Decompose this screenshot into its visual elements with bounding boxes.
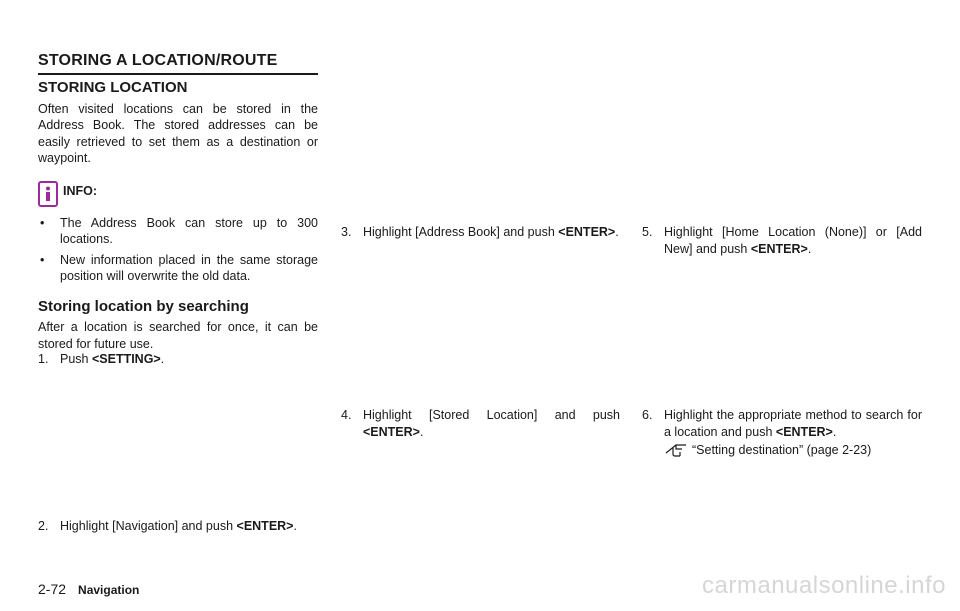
step-punct: . xyxy=(807,241,812,256)
pointing-hand-icon xyxy=(664,442,690,458)
step-3 xyxy=(341,224,620,241)
step-5 xyxy=(642,224,922,257)
step-text: Push xyxy=(60,352,92,366)
step-number: 2. xyxy=(38,519,49,533)
step-key: <ENTER> xyxy=(558,225,616,239)
step-1 xyxy=(38,351,328,368)
step-key: <SETTING> xyxy=(91,352,161,366)
step-6 xyxy=(642,407,922,459)
step-key: <ENTER> xyxy=(236,519,294,533)
step-text: Highlight [Address Book] and push xyxy=(363,225,559,239)
searching-intro: After a location is searched for once, it can be stored for future use. xyxy=(38,320,318,351)
left-column xyxy=(38,80,318,352)
footer-section-name: Navigation xyxy=(78,583,140,597)
info-box xyxy=(38,181,318,207)
step-text: Highlight [Home Location (None)] or [Add New] and push xyxy=(664,225,922,256)
page-number: 2-72 xyxy=(38,581,67,597)
step-number: 5. xyxy=(642,225,653,239)
step-number: 1. xyxy=(38,352,49,366)
step-number: 6. xyxy=(642,408,653,422)
step-key: <ENTER> xyxy=(750,241,808,256)
step-punct: . xyxy=(615,225,619,239)
step-key: <ENTER> xyxy=(775,424,833,439)
info-bullet-list xyxy=(38,215,318,285)
step-text: Highlight [Stored Location] and push xyxy=(363,408,620,422)
info-bullet: • New information placed in the same storage position will overwrite the old data. xyxy=(38,252,318,285)
step-number: 4. xyxy=(341,408,352,422)
step-punct: . xyxy=(293,519,297,533)
searching-heading: Storing location by searching xyxy=(38,297,249,315)
storing-location-heading: STORING LOCATION xyxy=(38,79,188,96)
step-text: Highlight [Navigation] and push xyxy=(60,519,237,533)
page-footer xyxy=(38,581,139,597)
info-label: INFO: xyxy=(63,183,98,198)
watermark: carmanualsonline.info xyxy=(702,572,946,599)
storing-location-intro: Often visited locations can be stored in the Address Book. The stored addresses can be easily retrieved to set them as a destination or waypoint. xyxy=(38,101,318,165)
step-2 xyxy=(38,518,334,535)
step-punct: . xyxy=(160,352,165,366)
cross-reference[interactable] xyxy=(642,442,922,459)
step-text: Highlight the appropriate method to search for a location and push xyxy=(664,408,922,439)
step-punct: . xyxy=(832,424,837,439)
step-punct: . xyxy=(419,424,424,439)
step-key: <ENTER> xyxy=(363,424,420,439)
step-4 xyxy=(341,407,620,440)
section-title: STORING A LOCATION/ROUTE xyxy=(38,52,318,75)
cross-reference-text: “Setting destination” (page 2-23) xyxy=(692,443,872,457)
info-icon xyxy=(38,181,58,207)
info-bullet: • The Address Book can store up to 300 locations. xyxy=(38,215,318,248)
step-number: 3. xyxy=(341,225,352,239)
